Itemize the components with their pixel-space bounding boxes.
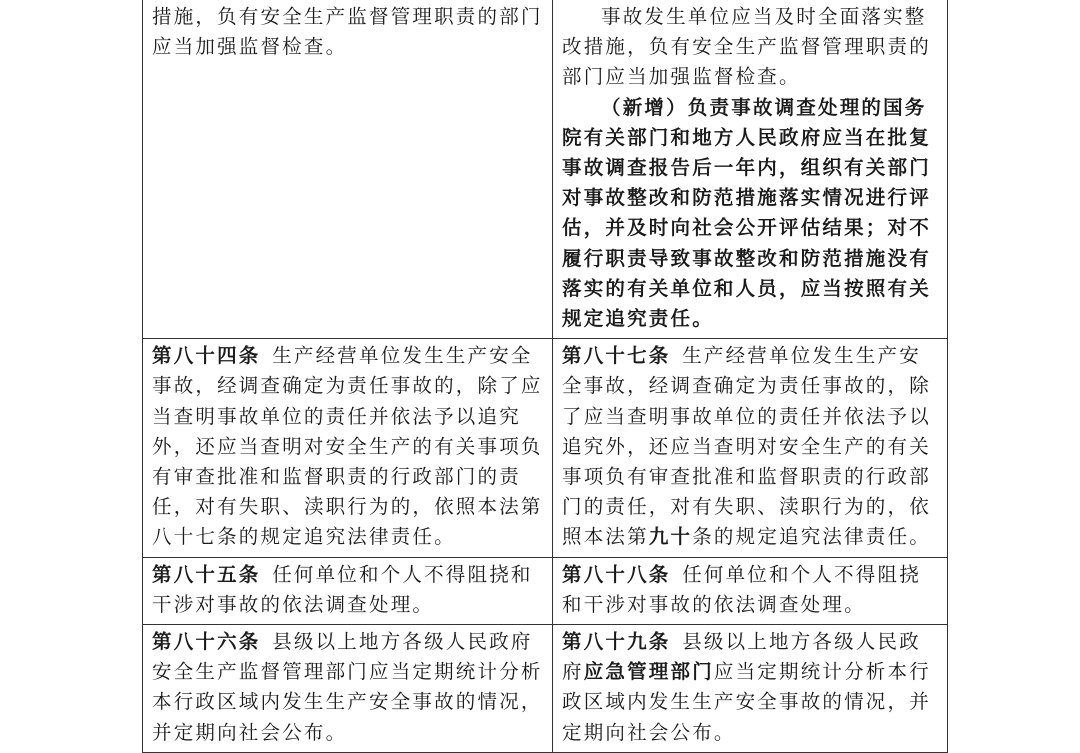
new-article-cell <box>553 625 948 753</box>
new-article-cell <box>553 557 948 624</box>
table-row <box>143 557 948 624</box>
table-row <box>143 339 948 557</box>
article-number: 第八十九条 <box>562 630 671 654</box>
changed-text: 应急管理部门 <box>583 660 714 684</box>
new-addition-text: （新增）负责事故调查处理的国务院有关部门和地方人民政府应当在批复事故调查报告后一年内，组织有关部门对事故整改和防范措施落实情况进行评估，并及时向社会公开评估结果；对不履行职责导致事故整改和防范措施没有落实的有关单位和人员，应当按照有关规定追究责任。 <box>562 95 931 331</box>
old-article-cell <box>143 557 553 624</box>
article-text: 任何单位和个人不得阻挠和干涉对事故的依法调查处理。 <box>152 562 533 616</box>
article-text: 任何单位和个人不得阻挠和干涉对事故的依法调查处理。 <box>562 562 921 616</box>
article-text: 生产经营单位发生生产安全事故，经调查确定为责任事故的，除了应当查明事故单位的责任并依法予以追究外，还应当查明对安全生产的有关事项负有审查批准和监督职责的行政部门的责任，对有失职、渎职行为的，依照本法第八十七条的规定追究法律责任。 <box>152 344 543 549</box>
old-article-cell <box>143 625 553 753</box>
article-text: 措施，负有安全生产监督管理职责的部门应当加强监督检查。 <box>152 5 543 59</box>
new-article-cell <box>553 0 948 339</box>
comparison-table <box>142 0 948 753</box>
article-text-tail: 应当定期统计分析本行政区域内发生生产安全事故的情况，并定期向社会公布。 <box>562 660 931 744</box>
changed-text: 九十 <box>648 525 693 549</box>
article-text-tail: 条的规定追究法律责任。 <box>692 525 931 549</box>
old-article-cell <box>143 0 553 339</box>
article-number: 第八十八条 <box>562 562 671 586</box>
table-row <box>143 0 948 339</box>
table-row <box>143 625 948 753</box>
article-number: 第八十四条 <box>152 344 261 368</box>
article-text: 县级以上地方各级人民政府 <box>562 630 921 684</box>
article-number: 第八十六条 <box>152 630 261 654</box>
old-article-cell <box>143 339 553 557</box>
article-text: 事故发生单位应当及时全面落实整改措施，负有安全生产监督管理职责的部门应当加强监督检查。 <box>562 5 931 89</box>
new-article-cell <box>553 339 948 557</box>
article-number: 第八十五条 <box>152 562 261 586</box>
article-text: 县级以上地方各级人民政府安全生产监督管理部门应当定期统计分析本行政区域内发生生产安全事故的情况，并定期向社会公布。 <box>152 630 543 744</box>
article-text: 生产经营单位发生生产安全事故，经调查确定为责任事故的，除了应当查明事故单位的责任并依法予以追究外，还应当查明对安全生产的有关事项负有审查批准和监督职责的行政部门的责任，对有失职、渎职行为的，依照本法第 <box>562 344 931 549</box>
article-number: 第八十七条 <box>562 344 671 368</box>
